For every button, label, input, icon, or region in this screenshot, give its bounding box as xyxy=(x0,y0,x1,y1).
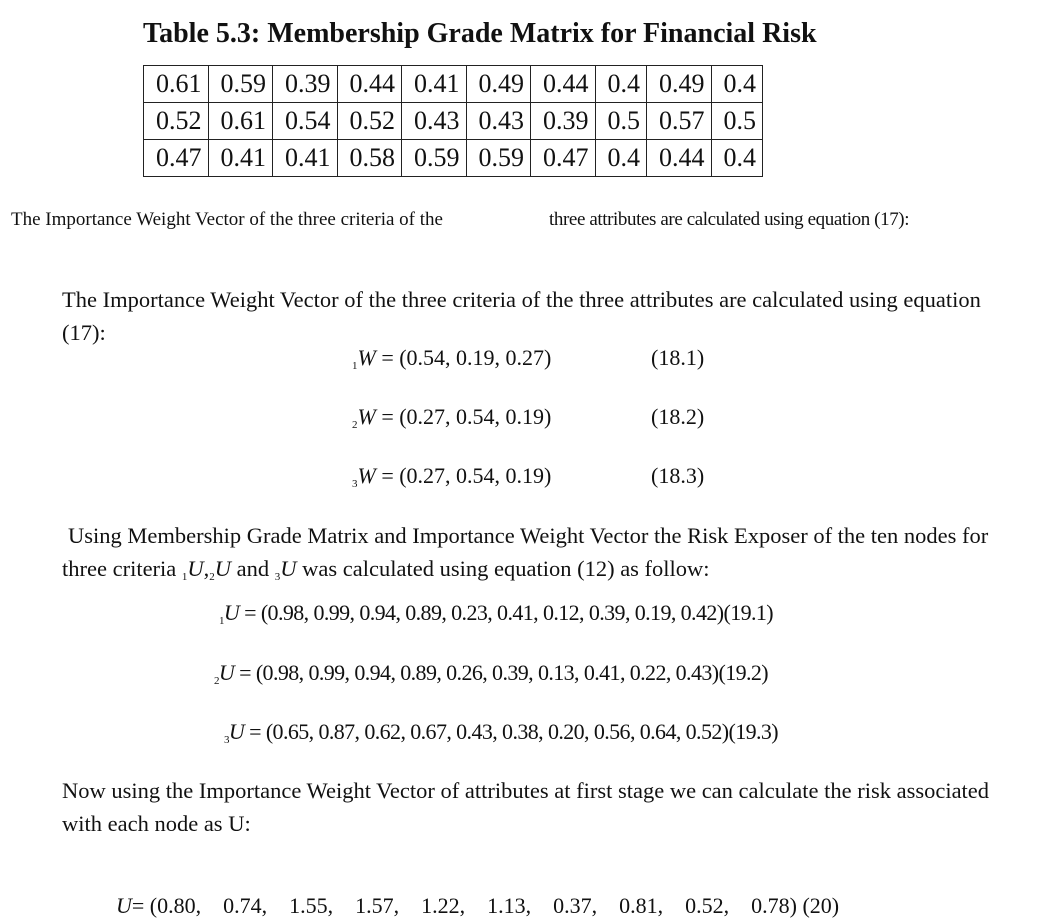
table-cell: 0.52 xyxy=(337,103,402,140)
equation-19-2 xyxy=(214,660,768,686)
table-cell: 0.59 xyxy=(466,140,531,177)
table-cell: 0.4 xyxy=(711,140,763,177)
eq-variable: W xyxy=(357,404,376,429)
membership-grade-table xyxy=(143,65,763,177)
eq-subscript: 2 xyxy=(352,419,358,431)
eq-subscript: 1 xyxy=(219,615,224,627)
inline-var-u2: U xyxy=(214,556,232,581)
caption-right: three attributes are calculated using equation (17): xyxy=(549,209,910,230)
equation-number-18-3: (18.3) xyxy=(651,463,705,488)
equation-19-3 xyxy=(224,719,778,745)
table-cell: 0.52 xyxy=(144,103,209,140)
eq-subscript: 1 xyxy=(352,360,358,372)
eq-variable: W xyxy=(357,463,376,488)
eq-value: = (0.65, 0.87, 0.62, 0.67, 0.43, 0.38, 0.20, 0.56, 0.64, 0.52) xyxy=(249,719,729,744)
table-cell: 0.58 xyxy=(337,140,402,177)
inline-sub-2: 2 xyxy=(209,571,215,583)
eq-variable: W xyxy=(357,345,376,370)
table-cell: 0.44 xyxy=(337,66,402,103)
table-cell: 0.61 xyxy=(144,66,209,103)
inline-var-u1: U xyxy=(187,556,204,581)
table-cell: 0.41 xyxy=(273,140,338,177)
table-cell: 0.47 xyxy=(531,140,596,177)
table-cell: 0.4 xyxy=(595,140,647,177)
table-cell: 0.5 xyxy=(711,103,763,140)
table-cell: 0.44 xyxy=(531,66,596,103)
equation-18-1 xyxy=(352,345,551,371)
table-row xyxy=(144,103,763,140)
paragraph-final-risk: Now using the Importance Weight Vector of attributes at first stage we can calculate the risk associated with each node as U: xyxy=(62,778,990,836)
caption-left: The Importance Weight Vector of the three criteria of the xyxy=(11,209,443,230)
table-cell: 0.61 xyxy=(208,103,273,140)
table-cell: 0.5 xyxy=(595,103,647,140)
table-title: Table 5.3: Membership Grade Matrix for Financial Risk xyxy=(143,18,817,49)
eq-variable: U xyxy=(218,660,235,685)
table-cell: 0.44 xyxy=(647,140,712,177)
table-cell: 0.57 xyxy=(647,103,712,140)
p2-text-after: was calculated using equation (12) as follow: xyxy=(302,556,710,581)
table-cell: 0.59 xyxy=(208,66,273,103)
eq-value: = (0.27, 0.54, 0.19) xyxy=(381,404,552,429)
eq-value: = (0.27, 0.54, 0.19) xyxy=(381,463,552,488)
table-row xyxy=(144,66,763,103)
equation-18-2 xyxy=(352,404,551,430)
equation-number-18-1: (18.1) xyxy=(651,345,705,370)
eq-subscript: 3 xyxy=(352,478,358,490)
inline-sub-1: 1 xyxy=(181,571,188,583)
table-cell: 0.43 xyxy=(466,103,531,140)
equation-number-19-2: (19.2) xyxy=(718,660,769,685)
equation-number-18-2: (18.2) xyxy=(651,404,705,429)
eq-subscript: 3 xyxy=(224,734,229,746)
table-cell: 0.4 xyxy=(711,66,763,103)
equation-number-19-1: (19.1) xyxy=(723,600,774,625)
inline-sub-3: 3 xyxy=(274,571,281,583)
eq-variable: U xyxy=(223,600,240,625)
inline-var-u3: U xyxy=(280,556,297,581)
eq-subscript: 2 xyxy=(214,675,219,687)
paragraph-weight-vector: The Importance Weight Vector of the three criteria of the three attributes are calculated using equation (17): xyxy=(62,287,981,345)
eq-variable: U xyxy=(228,719,245,744)
table-cell: 0.54 xyxy=(273,103,338,140)
eq-variable: U xyxy=(116,893,132,918)
table-cell: 0.39 xyxy=(273,66,338,103)
equation-18-3 xyxy=(352,463,551,489)
table-cell: 0.41 xyxy=(208,140,273,177)
equation-20 xyxy=(105,867,839,919)
table-cell: 0.49 xyxy=(466,66,531,103)
table-cell: 0.47 xyxy=(144,140,209,177)
equation-number-20: (20) xyxy=(802,893,840,918)
eq-value: = (0.98, 0.99, 0.94, 0.89, 0.23, 0.41, 0.12, 0.39, 0.19, 0.42) xyxy=(244,600,724,625)
table-cell: 0.43 xyxy=(402,103,467,140)
table-row xyxy=(144,140,763,177)
table-cell: 0.39 xyxy=(531,103,596,140)
equation-number-19-3: (19.3) xyxy=(728,719,779,744)
equation-19-1 xyxy=(219,600,773,626)
table-cell: 0.4 xyxy=(595,66,647,103)
eq-value: = (0.54, 0.19, 0.27) xyxy=(381,345,552,370)
table-cell: 0.49 xyxy=(647,66,712,103)
eq-value: = (0.98, 0.99, 0.94, 0.89, 0.26, 0.39, 0.13, 0.41, 0.22, 0.43) xyxy=(239,660,719,685)
table-cell: 0.41 xyxy=(402,66,467,103)
table-cell: 0.59 xyxy=(402,140,467,177)
paragraph-risk-exposer xyxy=(62,519,1012,590)
p2-text-before: Using Membership Grade Matrix and Importance Weight Vector the Risk Exposer of the ten nodes for three criteria xyxy=(62,523,989,581)
p2-and: and xyxy=(236,556,270,581)
inline-comma: , xyxy=(203,556,210,581)
eq-value: = (0.80, 0.74, 1.55, 1.57, 1.22, 1.13, 0.37, 0.81, 0.52, 0.78) xyxy=(131,893,797,918)
